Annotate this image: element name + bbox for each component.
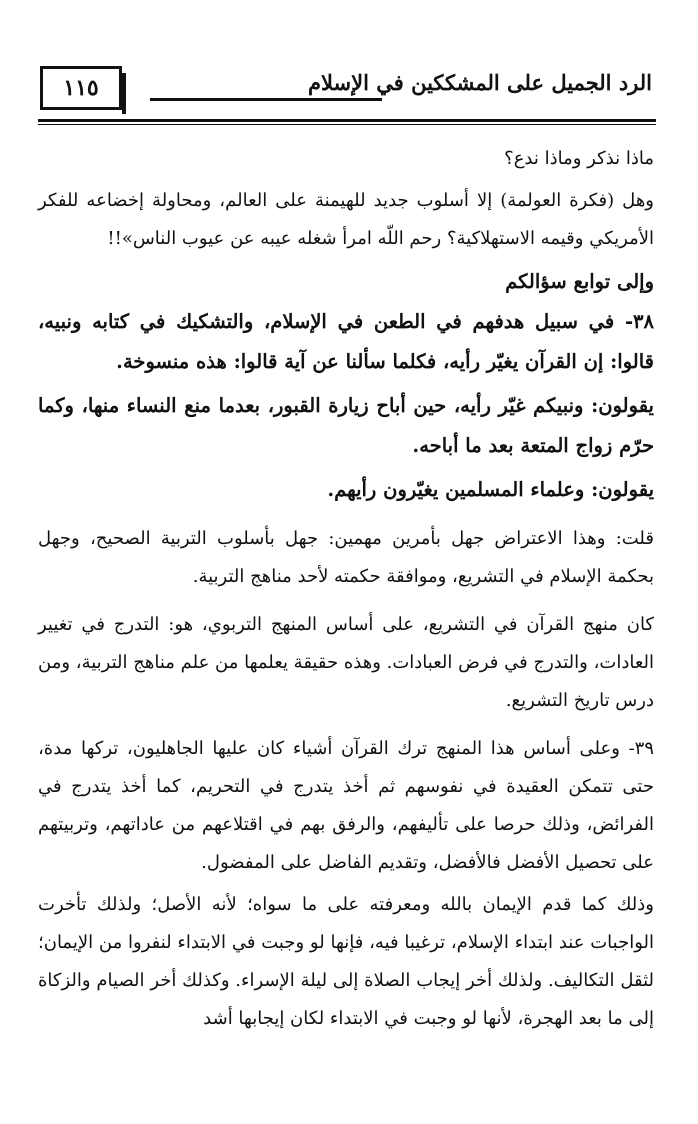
section-heading: وإلى توابع سؤالكم (505, 270, 654, 293)
paragraph-prophet-changed: يقولون: ونبيكم غيّر رأيه، حين أباح زيارة القبور، بعدما منع النساء منها، وكما حرّم زواج المتعة بعد ما أباحه. (38, 394, 654, 457)
paragraph-faith-first: وذلك كما قدم الإيمان بالله ومعرفته على ما سواه؛ لأنه الأصل؛ ولذلك تأخرت الواجبات عند ابتداء الإسلام، ترغيبا فيه، فإنها لو وجبت في الابتداء لنفروا من الإيمان؛ لثقل التكاليف. ولذلك أخر إيجاب الصلاة إلى ليلة الإسراء. وكذلك أخر الصيام والزكاة إلى ما بعد الهجرة، لأنها لو وجبت في الابتداء لكان إيجابها أشد (38, 894, 654, 1029)
paragraph-opening: ماذا نذكر وماذا ندع؟ (504, 148, 654, 169)
page-header (38, 66, 656, 116)
paragraph-scholars-changed: يقولون: وعلماء المسلمين يغيّرون رأيهم. (327, 478, 654, 501)
page-number: ١١٥ (40, 66, 122, 110)
header-rule (150, 98, 382, 101)
paragraph-reply: قلت: وهذا الاعتراض جهل بأمرين مهمين: جهل بأسلوب التربية الصحيح، وجهل بحكمة الإسلام في التشريع، وموافقة حكمته لأحد مناهج التربية. (38, 528, 654, 587)
header-divider (38, 119, 656, 125)
paragraph-objection-38: ٣٨- في سبيل هدفهم في الطعن في الإسلام، والتشكيك في كتابه ونبيه، قالوا: إن القرآن يغيّر رأيه، فكلما سألنا عن آية قالوا: هذه منسوخة. (38, 310, 654, 373)
page-body (38, 140, 654, 1038)
paragraph-gradual-method: كان منهج القرآن في التشريع، على أساس المنهج التربوي، هو: التدرج في تغيير العادات، والتدرج في فرض العبادات. وهذه حقيقة يعلمها من علم مناهج التربية، ومن درس تاريخ التشريع. (38, 614, 654, 711)
paragraph-point-39: ٣٩- وعلى أساس هذا المنهج ترك القرآن أشياء كان عليها الجاهليون، تركها مدة، حتى تتمكن العقيدة في نفوسهم ثم أخذ يتدرج في التحريم، كما أخذ يتدرج في الفرائض، وذلك حرصا على تأليفهم، والرفق بهم في اقتلاعهم من عاداتهم، وتربيتهم على تحصيل الأفضل فالأفضل، وتقديم الفاضل على المفضول. (38, 738, 654, 873)
paragraph-globalization: وهل (فكرة العولمة) إلا أسلوب جديد للهيمنة على العالم، ومحاولة إخضاعه للفكر الأمريكي وقيمه الاستهلاكية؟ رحم اللّه امرأ شغله عيبه عن عيوب الناس»!! (38, 190, 654, 249)
book-title: الرد الجميل على المشككين في الإسلام (308, 70, 652, 95)
